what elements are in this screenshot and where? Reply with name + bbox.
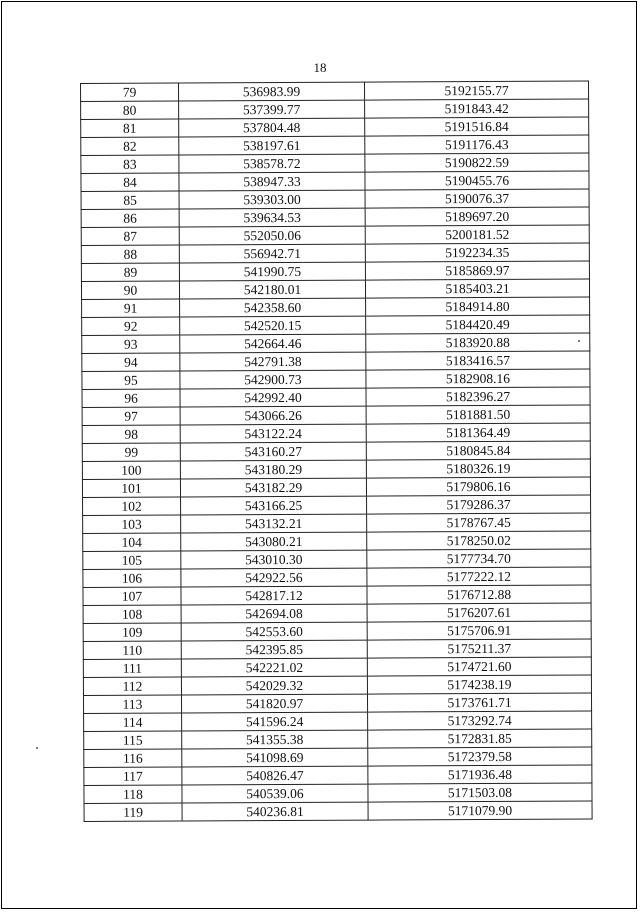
y-coordinate-cell: 5176712.88 xyxy=(367,585,591,604)
y-coordinate-cell: 5185403.21 xyxy=(365,279,589,298)
x-coordinate-cell: 537804.48 xyxy=(179,118,365,137)
y-coordinate-cell: 5171936.48 xyxy=(368,765,592,784)
page-number: 18 xyxy=(313,60,327,75)
point-number-cell: 83 xyxy=(81,155,179,173)
x-coordinate-cell: 542922.56 xyxy=(181,568,367,587)
point-number-cell: 79 xyxy=(81,83,179,101)
x-coordinate-cell: 541990.75 xyxy=(179,262,365,281)
y-coordinate-cell: 5192234.35 xyxy=(365,243,589,262)
x-coordinate-cell: 540826.47 xyxy=(182,766,368,785)
x-coordinate-cell: 538197.61 xyxy=(179,136,365,155)
y-coordinate-cell: 5181881.50 xyxy=(366,405,590,424)
x-coordinate-cell: 543122.24 xyxy=(180,424,366,443)
point-number-cell: 103 xyxy=(83,515,181,533)
point-number-cell: 95 xyxy=(82,371,180,389)
y-coordinate-cell: 5191516.84 xyxy=(365,117,589,136)
point-number-cell: 81 xyxy=(81,119,179,137)
y-coordinate-cell: 5178250.02 xyxy=(367,531,591,550)
y-coordinate-cell: 5190455.76 xyxy=(365,171,589,190)
x-coordinate-cell: 543132.21 xyxy=(181,514,367,533)
point-number-cell: 118 xyxy=(84,785,182,803)
x-coordinate-cell: 542029.32 xyxy=(181,676,367,695)
y-coordinate-cell: 5172379.58 xyxy=(368,747,592,766)
point-number-cell: 102 xyxy=(83,497,181,515)
point-number-cell: 111 xyxy=(83,659,181,677)
point-number-cell: 116 xyxy=(84,749,182,767)
point-number-cell: 89 xyxy=(81,263,179,281)
y-coordinate-cell: 5189697.20 xyxy=(365,207,589,226)
x-coordinate-cell: 542900.73 xyxy=(180,370,366,389)
x-coordinate-cell: 543180.29 xyxy=(180,460,366,479)
y-coordinate-cell: 5180845.84 xyxy=(366,441,590,460)
x-coordinate-cell: 542221.02 xyxy=(181,658,367,677)
point-number-cell: 117 xyxy=(84,767,182,785)
point-number-cell: 80 xyxy=(81,101,179,119)
point-number-cell: 98 xyxy=(82,425,180,443)
x-coordinate-cell: 543066.26 xyxy=(180,406,366,425)
x-coordinate-cell: 542791.38 xyxy=(180,352,366,371)
point-number-cell: 86 xyxy=(81,209,179,227)
y-coordinate-cell: 5190822.59 xyxy=(365,153,589,172)
point-number-cell: 85 xyxy=(81,191,179,209)
y-coordinate-cell: 5184914.80 xyxy=(366,297,590,316)
y-coordinate-cell: 5181364.49 xyxy=(366,423,590,442)
x-coordinate-cell: 541355.38 xyxy=(182,730,368,749)
point-number-cell: 100 xyxy=(82,461,180,479)
y-coordinate-cell: 5192155.77 xyxy=(364,81,588,100)
y-coordinate-cell: 5179286.37 xyxy=(367,495,591,514)
scan-speck xyxy=(36,747,38,749)
point-number-cell: 87 xyxy=(81,227,179,245)
point-number-cell: 93 xyxy=(82,335,180,353)
point-number-cell: 105 xyxy=(83,551,181,569)
y-coordinate-cell: 5191176.43 xyxy=(365,135,589,154)
point-number-cell: 110 xyxy=(83,641,181,659)
x-coordinate-cell: 542553.60 xyxy=(181,622,367,641)
y-coordinate-cell: 5182396.27 xyxy=(366,387,590,406)
x-coordinate-cell: 541596.24 xyxy=(182,712,368,731)
point-number-cell: 101 xyxy=(82,479,180,497)
point-number-cell: 112 xyxy=(83,677,181,695)
coordinates-table xyxy=(80,81,593,822)
x-coordinate-cell: 540539.06 xyxy=(182,784,368,803)
x-coordinate-cell: 542992.40 xyxy=(180,388,366,407)
y-coordinate-cell: 5184420.49 xyxy=(366,315,590,334)
y-coordinate-cell: 5177222.12 xyxy=(367,567,591,586)
point-number-cell: 114 xyxy=(84,713,182,731)
point-number-cell: 82 xyxy=(81,137,179,155)
y-coordinate-cell: 5177734.70 xyxy=(367,549,591,568)
y-coordinate-cell: 5191843.42 xyxy=(365,99,589,118)
point-number-cell: 104 xyxy=(83,533,181,551)
y-coordinate-cell: 5175706.91 xyxy=(367,621,591,640)
y-coordinate-cell: 5174721.60 xyxy=(367,657,591,676)
point-number-cell: 88 xyxy=(81,245,179,263)
y-coordinate-cell: 5172831.85 xyxy=(368,729,592,748)
x-coordinate-cell: 552050.06 xyxy=(179,226,365,245)
point-number-cell: 84 xyxy=(81,173,179,191)
x-coordinate-cell: 556942.71 xyxy=(179,244,365,263)
y-coordinate-cell: 5174238.19 xyxy=(367,675,591,694)
y-coordinate-cell: 5178767.45 xyxy=(367,513,591,532)
x-coordinate-cell: 543166.25 xyxy=(181,496,367,515)
x-coordinate-cell: 537399.77 xyxy=(179,100,365,119)
point-number-cell: 113 xyxy=(83,695,181,713)
y-coordinate-cell: 5175211.37 xyxy=(367,639,591,658)
point-number-cell: 92 xyxy=(82,317,180,335)
x-coordinate-cell: 536983.99 xyxy=(179,82,365,101)
x-coordinate-cell: 538578.72 xyxy=(179,154,365,173)
x-coordinate-cell: 542664.46 xyxy=(180,334,366,353)
x-coordinate-cell: 540236.81 xyxy=(182,802,368,821)
point-number-cell: 94 xyxy=(82,353,180,371)
y-coordinate-cell: 5183920.88 xyxy=(366,333,590,352)
point-number-cell: 119 xyxy=(84,803,182,821)
x-coordinate-cell: 542694.08 xyxy=(181,604,367,623)
y-coordinate-cell: 5183416.57 xyxy=(366,351,590,370)
y-coordinate-cell: 5173292.74 xyxy=(368,711,592,730)
x-coordinate-cell: 543080.21 xyxy=(181,532,367,551)
coordinates-table-body xyxy=(81,81,593,821)
y-coordinate-cell: 5171503.08 xyxy=(368,783,592,802)
x-coordinate-cell: 541098.69 xyxy=(182,748,368,767)
scan-speck xyxy=(578,340,580,342)
point-number-cell: 97 xyxy=(82,407,180,425)
x-coordinate-cell: 543182.29 xyxy=(180,478,366,497)
x-coordinate-cell: 538947.33 xyxy=(179,172,365,191)
y-coordinate-cell: 5182908.16 xyxy=(366,369,590,388)
y-coordinate-cell: 5176207.61 xyxy=(367,603,591,622)
table-row xyxy=(84,801,592,821)
y-coordinate-cell: 5190076.37 xyxy=(365,189,589,208)
point-number-cell: 91 xyxy=(82,299,180,317)
point-number-cell: 108 xyxy=(83,605,181,623)
point-number-cell: 96 xyxy=(82,389,180,407)
y-coordinate-cell: 5171079.90 xyxy=(368,801,592,820)
x-coordinate-cell: 539634.53 xyxy=(179,208,365,227)
point-number-cell: 115 xyxy=(84,731,182,749)
x-coordinate-cell: 543010.30 xyxy=(181,550,367,569)
x-coordinate-cell: 541820.97 xyxy=(181,694,367,713)
point-number-cell: 106 xyxy=(83,569,181,587)
x-coordinate-cell: 542520.15 xyxy=(180,316,366,335)
x-coordinate-cell: 543160.27 xyxy=(180,442,366,461)
y-coordinate-cell: 5180326.19 xyxy=(366,459,590,478)
y-coordinate-cell: 5173761.71 xyxy=(367,693,591,712)
x-coordinate-cell: 542180.01 xyxy=(179,280,365,299)
x-coordinate-cell: 542395.85 xyxy=(181,640,367,659)
x-coordinate-cell: 542358.60 xyxy=(180,298,366,317)
y-coordinate-cell: 5200181.52 xyxy=(365,225,589,244)
point-number-cell: 90 xyxy=(81,281,179,299)
y-coordinate-cell: 5185869.97 xyxy=(365,261,589,280)
point-number-cell: 109 xyxy=(83,623,181,641)
x-coordinate-cell: 539303.00 xyxy=(179,190,365,209)
y-coordinate-cell: 5179806.16 xyxy=(366,477,590,496)
x-coordinate-cell: 542817.12 xyxy=(181,586,367,605)
point-number-cell: 107 xyxy=(83,587,181,605)
point-number-cell: 99 xyxy=(82,443,180,461)
